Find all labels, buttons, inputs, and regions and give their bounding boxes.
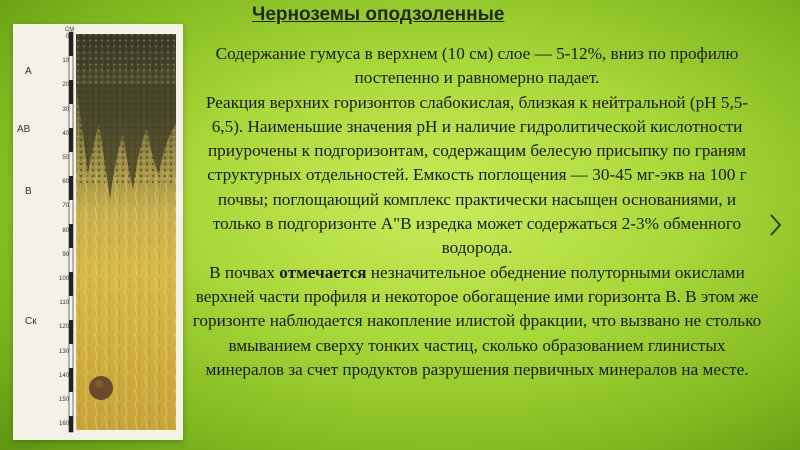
depth-unit-label: СМ: [65, 27, 75, 33]
paragraph-sesquioxides: [192, 261, 762, 382]
slide-title: Черноземы оподзоленные: [252, 4, 505, 25]
depth-tick-label: 80: [62, 227, 69, 234]
paragraph-3-bold: отмечается: [279, 262, 367, 282]
depth-tick-label: 150: [58, 397, 69, 403]
depth-tick-label: 70: [62, 203, 69, 210]
depth-tick-label: 130: [58, 348, 69, 355]
depth-tick-label: 100: [58, 276, 69, 282]
depth-tick-label: 120: [58, 324, 69, 331]
horizon-label-a: A: [25, 66, 32, 77]
depth-tick-label: 30: [62, 106, 69, 113]
chevron-right-icon[interactable]: [768, 212, 788, 238]
horizon-label-ab: AB: [17, 124, 31, 135]
horizon-label-b: B: [25, 186, 32, 197]
depth-tick-label: 90: [62, 251, 69, 258]
soil-profile-image: [13, 24, 183, 440]
depth-tick-label: 140: [58, 372, 69, 379]
depth-tick-label: 0: [65, 34, 69, 40]
paragraph-3-start: В почвах: [209, 262, 280, 282]
depth-tick-label: 160: [58, 421, 69, 428]
horizon-label-ck: Cк: [25, 316, 37, 327]
soil-profile-drawing: [13, 24, 183, 440]
depth-tick-label: 10: [62, 58, 69, 65]
depth-tick-label: 110: [59, 300, 69, 307]
slide-body: [192, 42, 762, 382]
paragraph-3-end: незначительное обеднение полуторными окислами верхней части профиля и некоторое обогащение ими горизонта В. В этом же горизонте наблюдается накопление илистой фракции, что вызвано не столько вмыванием сверху тонких частиц, сколько образованием глинистых минералов за счет продуктов разрушения первичных минералов на месте.: [192, 262, 762, 379]
depth-tick-label: 50: [62, 155, 69, 161]
paragraph-humus: Содержание гумуса в верхнем (10 см) слое — 5-12%, вниз по профилю постепенно и равномерно падает.: [215, 44, 739, 88]
depth-tick-label: 40: [62, 130, 69, 137]
paragraph-reaction: Реакция верхних горизонтов слабокислая, близкая к нейтральной (pH 5,5-6,5). Наименьшие значения pH и наличие гидролитической кислотности приурочены к подгоризонтам, содержащим белесую присыпку по граням структурных отдельностей. Емкость поглощения — 30-45 мг-экв на 100 г почвы; поглощающий комплекс практически насыщен основаниями, и только в подгоризонте А"В изредка может содержаться 2-3% обменного водорода.: [205, 92, 749, 258]
depth-tick-label: 60: [62, 179, 69, 186]
depth-tick-label: 20: [62, 82, 69, 89]
